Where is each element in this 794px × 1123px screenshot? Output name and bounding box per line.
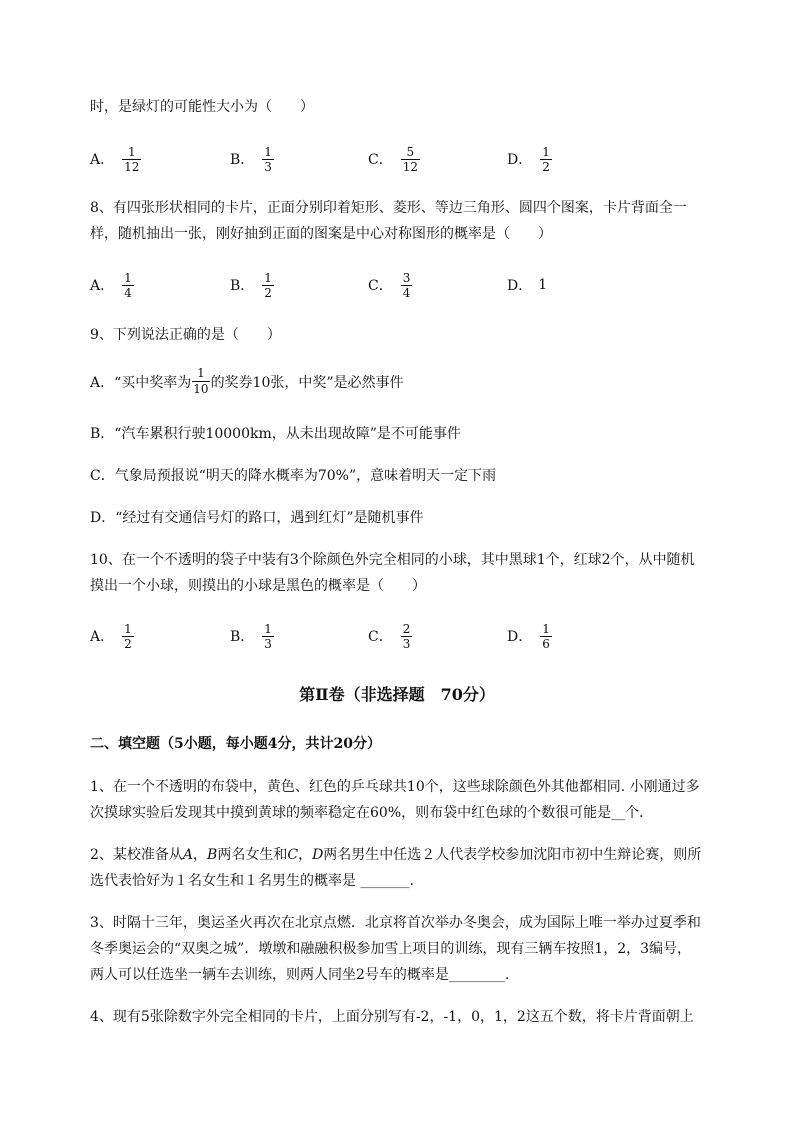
text-fragment: 两名男生中任选２人代表学校参加沈阳市初中生辩论赛，则所 — [323, 847, 702, 863]
option-letter: A． — [90, 629, 115, 645]
option-letter: B． — [230, 629, 255, 645]
q8-options — [90, 265, 730, 305]
variable: D — [312, 847, 324, 863]
q10-options — [90, 616, 730, 656]
q10-option-b — [230, 616, 276, 656]
fraction — [122, 145, 141, 174]
fill-q1-line1: 1、在一个不透明的布袋中，黄色、红色的乒乓球共10个，这些球除颜色外其他都相同. 小刚通过多 — [90, 779, 700, 795]
fraction — [401, 271, 413, 300]
numerator: 1 — [542, 144, 550, 159]
option-letter: A． — [90, 152, 115, 168]
option-letter: B． — [230, 152, 255, 168]
q9-option-b: B．“汽车累积行驶10000km，从未出现故障”是不可能事件 — [90, 426, 461, 442]
denominator: 4 — [402, 285, 411, 300]
text-fragment: 2、某校准备从 — [90, 847, 183, 863]
numerator: 1 — [542, 621, 550, 636]
q8-option-b — [230, 265, 276, 305]
fraction — [192, 366, 209, 397]
q7-option-b — [230, 139, 276, 179]
variable: C — [287, 847, 299, 863]
fill-q3-line1: 3、时隔十三年，奥运圣火再次在北京点燃．北京将首次举办冬奥会，成为国际上唯一举办过夏季和 — [90, 915, 701, 931]
variable: A — [182, 847, 194, 863]
denominator: 4 — [124, 285, 132, 300]
fraction — [122, 271, 134, 300]
fraction — [540, 622, 552, 651]
option-letter: A． — [90, 278, 115, 294]
numerator: 1 — [127, 144, 136, 159]
q7-option-a — [90, 139, 143, 179]
denominator: 12 — [124, 159, 140, 174]
q10-stem-line2: 摸出一个小球，则摸出的小球是黑色的概率是（ ） — [90, 578, 426, 594]
fraction — [262, 622, 274, 651]
q7-option-c — [368, 139, 422, 179]
option-letter: C． — [368, 629, 393, 645]
fill-q2-line1 — [90, 845, 701, 865]
section-heading: 二、填空题（5小题，每小题4分，共计20分） — [90, 736, 381, 752]
q10-option-d — [507, 616, 554, 656]
fill-q3-line3: 两人可以任选坐一辆车去训练，则两人同坐2号车的概率是________. — [90, 967, 510, 983]
q8-option-d — [507, 265, 547, 305]
text-fragment: ， — [193, 847, 208, 863]
numerator: 1 — [124, 270, 132, 285]
option-value: 1 — [538, 277, 548, 293]
q10-stem-line1: 10、在一个不透明的袋子中装有3个除颜色外完全相同的小球，其中黑球1个，红球2个，从中随机 — [90, 552, 695, 568]
fraction — [262, 145, 274, 174]
denominator: 6 — [542, 636, 550, 651]
fraction — [401, 145, 420, 174]
numerator: 1 — [264, 144, 272, 159]
fill-q4-line1: 4、现有5张除数字外完全相同的卡片，上面分别写有-2，-1，0，1，2这五个数，将卡片背面朝上 — [90, 1009, 694, 1025]
q9-a-prefix: A．“买中奖率为 — [90, 375, 192, 391]
option-letter: D． — [507, 278, 533, 294]
fraction — [122, 622, 134, 651]
fill-q3-line2: 冬季奥运会的“双奥之城”．墩墩和融融积极参加雪上项目的训练，现有三辆车按照1，2，3编号， — [90, 941, 692, 957]
text-fragment: ， — [298, 847, 313, 863]
numerator: 2 — [402, 621, 411, 636]
q8-option-c — [368, 265, 414, 305]
denominator: 3 — [264, 636, 272, 651]
q8-stem-line1: 8、有四张形状相同的卡片，正面分别印着矩形、菱形、等边三角形、圆四个图案，卡片背面全一 — [90, 200, 687, 216]
option-letter: D． — [507, 629, 533, 645]
fraction — [540, 145, 552, 174]
q9-option-d: D．“经过有交通信号灯的路口，遇到红灯”是随机事件 — [90, 510, 424, 526]
fill-q1-line2: 次摸球实验后发现其中摸到黄球的频率稳定在60%，则布袋中红色球的个数很可能是__个． — [90, 805, 654, 821]
numerator: 1 — [197, 365, 205, 380]
denominator: 10 — [193, 381, 209, 396]
denominator: 12 — [402, 159, 418, 174]
q9-option-a — [90, 367, 404, 399]
q9-stem: 9、下列说法正确的是（ ） — [90, 327, 281, 343]
denominator: 3 — [264, 159, 272, 174]
denominator: 3 — [402, 636, 411, 651]
numerator: 1 — [124, 621, 132, 636]
text-fragment: 两名女生和 — [217, 847, 288, 863]
numerator: 5 — [406, 144, 415, 159]
numerator: 1 — [264, 621, 272, 636]
denominator: 2 — [542, 159, 550, 174]
q7-options — [90, 139, 730, 179]
numerator: 1 — [264, 270, 272, 285]
q8-option-a — [90, 265, 136, 305]
fraction — [262, 271, 274, 300]
variable: B — [207, 847, 218, 863]
q7-stem-tail: 时，是绿灯的可能性大小为（ ） — [90, 99, 314, 115]
q8-stem-line2: 样，随机抽出一张，刚好抽到正面的图案是中心对称图形的概率是（ ） — [90, 226, 552, 242]
option-letter: D． — [507, 152, 533, 168]
numerator: 3 — [402, 270, 411, 285]
q9-a-suffix: 的奖券10张，中奖”是必然事件 — [210, 375, 404, 391]
option-letter: B． — [230, 278, 255, 294]
fill-q2-line2: 选代表恰好为１名女生和１名男生的概率是 _______. — [90, 873, 414, 889]
option-letter: C． — [368, 278, 393, 294]
denominator: 2 — [124, 636, 132, 651]
section-title: 第Ⅱ卷（非选择题 70分） — [299, 685, 495, 704]
q7-option-d — [507, 139, 554, 179]
fraction — [401, 622, 413, 651]
q9-option-c: C．气象局预报说“明天的降水概率为70%”，意味着明天一定下雨 — [90, 468, 497, 484]
q10-option-a — [90, 616, 136, 656]
option-letter: C． — [368, 152, 393, 168]
q10-option-c — [368, 616, 414, 656]
denominator: 2 — [264, 285, 272, 300]
